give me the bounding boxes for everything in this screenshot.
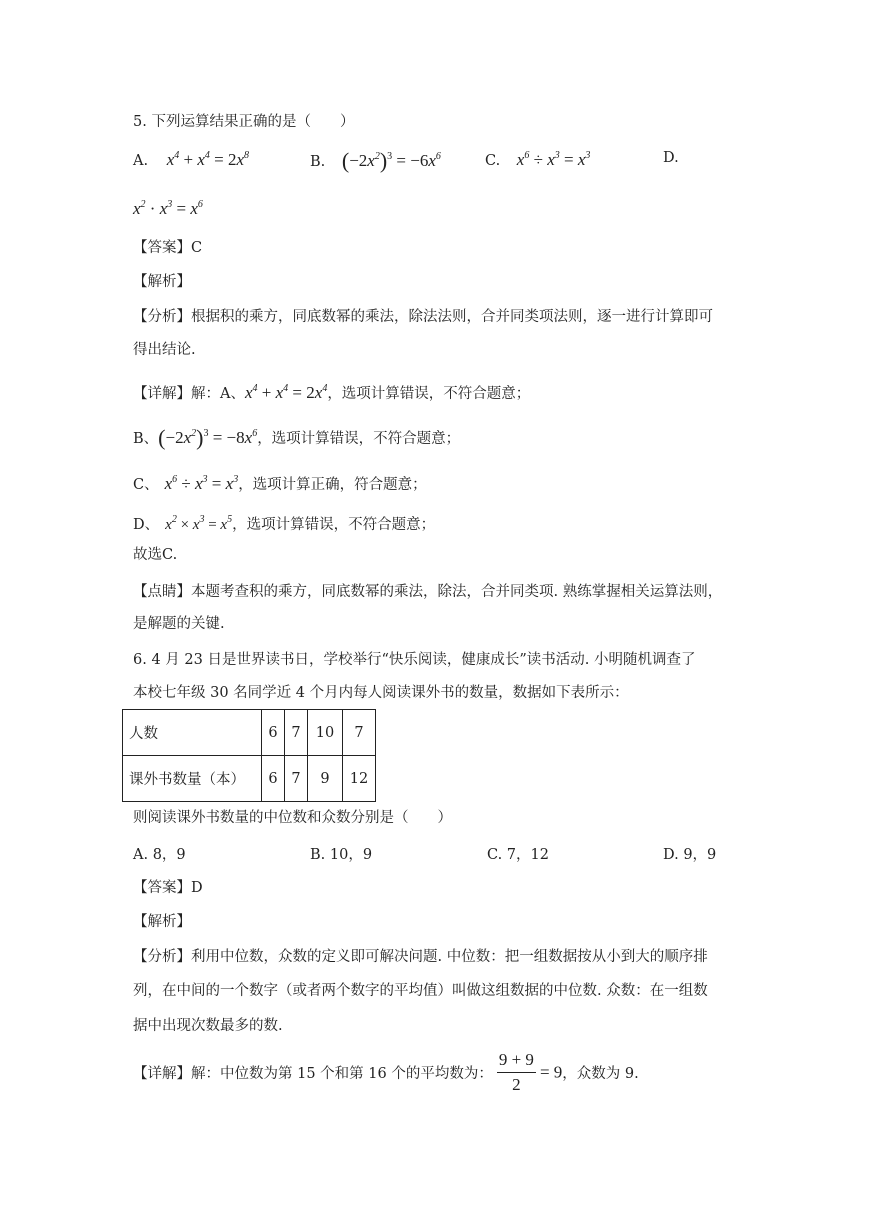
q6-option-a: A. 8，9 xyxy=(133,847,186,863)
q5-option-c-label: C. xyxy=(485,153,501,169)
q5-analysis-head: 【解析】 xyxy=(133,274,191,290)
table-cell: 7 xyxy=(343,710,376,756)
q5-detail-a: 【详解】解：A、$x^4 + x^4 = 2x^4$，选项计算错误，不符合题意； xyxy=(133,383,531,402)
table-cell: 9 xyxy=(308,756,343,802)
table-row xyxy=(123,756,376,802)
q5-option-a: A. $x^4 + x^4 = 2x^8$ xyxy=(133,150,250,169)
table-cell: 10 xyxy=(308,710,343,756)
q6-analysis-head: 【解析】 xyxy=(133,914,191,930)
table-cell: 12 xyxy=(343,756,376,802)
table-row-header: 课外书数量（本） xyxy=(123,756,262,802)
q5-conclusion: 故选C. xyxy=(133,547,178,563)
q5-stem: 5. 下列运算结果正确的是（ ） xyxy=(133,114,355,130)
q5-answer: 【答案】C xyxy=(133,240,203,256)
q5-option-c: C. $x^6 \div x^3 = x^3$ xyxy=(485,150,591,169)
table-cell: 7 xyxy=(285,710,308,756)
q6-question: 则阅读课外书数量的中位数和众数分别是（ ） xyxy=(133,810,452,826)
q5-option-d-formula: $x^2 \cdot x^3 = x^6$ xyxy=(133,199,203,218)
q6-fenxi-line3: 据中出现次数最多的数. xyxy=(133,1018,283,1034)
q5-option-d-label: D. xyxy=(663,150,679,166)
table-cell: 6 xyxy=(262,756,285,802)
table-cell: 7 xyxy=(285,756,308,802)
table-cell: 6 xyxy=(262,710,285,756)
q5-dianjing-line1: 【点睛】本题考查积的乘方，同底数幂的乘法，除法，合并同类项. 熟练掌握相关运算法则， xyxy=(133,584,723,600)
q5-detail-c: C、 $x^6 \div x^3 = x^3$，选项计算正确，符合题意； xyxy=(133,474,427,493)
q6-detail: 【详解】解：中位数为第 15 个和第 16 个的平均数为： $\frac{9 + 9}{2}$ = 9，众数为 9. xyxy=(133,1050,639,1094)
q5-option-b: B. $(-2x^2)^3 = -6x^6$ xyxy=(310,148,441,173)
q6-option-c: C. 7，12 xyxy=(487,847,549,863)
q6-data-table xyxy=(122,709,376,802)
table-row xyxy=(123,710,376,756)
q6-stem-line1: 6. 4 月 23 日是世界读书日，学校举行“快乐阅读，健康成长”读书活动. 小明随机调查了 xyxy=(133,652,696,668)
q6-fenxi-line2: 列，在中间的一个数字（或者两个数字的平均值）叫做这组数据的中位数. 众数：在一组数 xyxy=(133,983,708,999)
q6-stem-line2: 本校七年级 30 名同学近 4 个月内每人阅读课外书的数量，数据如下表所示： xyxy=(133,685,629,701)
q5-fenxi-line2: 得出结论. xyxy=(133,342,196,358)
q5-option-b-label: B. xyxy=(310,154,326,170)
q5-dianjing-line2: 是解题的关键. xyxy=(133,616,225,632)
q6-answer: 【答案】D xyxy=(133,880,203,896)
table-row-header: 人数 xyxy=(123,710,262,756)
q6-fenxi-line1: 【分析】利用中位数，众数的定义即可解决问题. 中位数：把一组数据按从小到大的顺序排 xyxy=(133,949,708,965)
q6-option-b: B. 10，9 xyxy=(310,847,373,863)
q5-fenxi-line1: 【分析】根据积的乘方，同底数幂的乘法，除法法则，合并同类项法则，逐一进行计算即可 xyxy=(133,309,713,325)
q5-detail-d: D、 $x^2 \times x^3 = x^5$，选项计算错误，不符合题意； xyxy=(133,514,436,533)
q5-option-a-label: A. xyxy=(133,153,149,169)
median-fraction: $\frac{9 + 9}{2}$ xyxy=(498,1050,534,1094)
q6-option-d: D. 9，9 xyxy=(663,847,717,863)
q5-detail-b: B、$(-2x^2)^3 = -8x^6$，选项计算错误，不符合题意； xyxy=(133,425,461,450)
